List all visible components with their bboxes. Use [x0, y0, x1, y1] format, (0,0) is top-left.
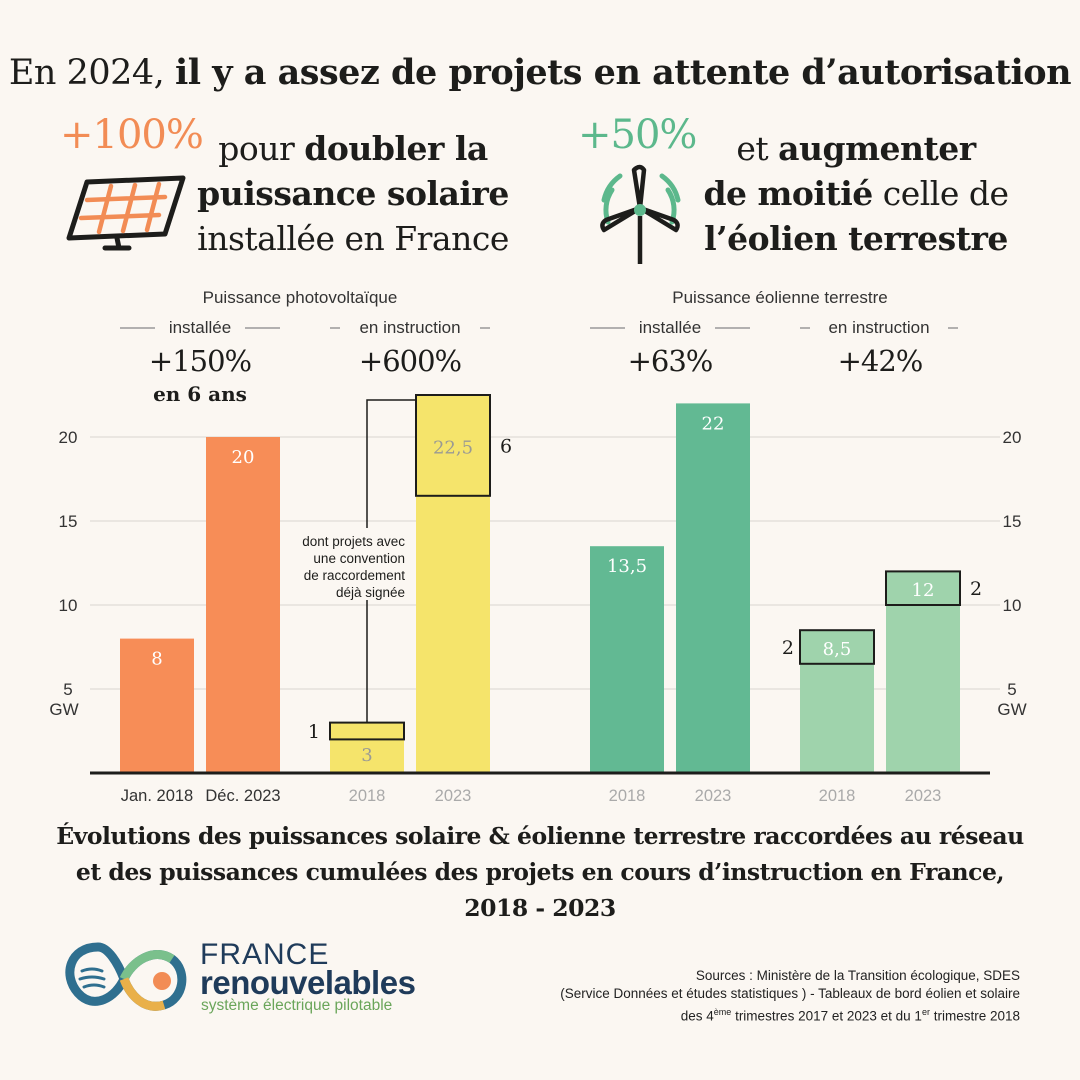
bar-solar-installed [206, 437, 280, 773]
y-tick-label-right: 20 [1002, 428, 1022, 447]
solar-hl-l3: installée en France [197, 219, 509, 258]
sources-l3c: trimestre 2018 [929, 1008, 1020, 1024]
y-tick-label-right: 10 [1002, 596, 1022, 615]
brand-line3: système électrique pilotable [201, 997, 393, 1014]
wind-section-title: Puissance éolienne terrestre [672, 288, 888, 307]
main-title-part1: En 2024, [8, 53, 165, 93]
france-renouvelables-logo-icon [58, 935, 188, 1015]
bar-wind-installed [590, 546, 664, 773]
y-tick-label-right: 5 [1007, 680, 1017, 699]
bar-wind-installed [676, 403, 750, 773]
wind-headline-pct: +50% [578, 112, 697, 158]
solar-instruction-pct: +600% [358, 344, 462, 378]
y-tick-label-left: 5 [63, 680, 73, 699]
solar-installed-pct: +150% [148, 344, 252, 378]
sources [460, 967, 1020, 1026]
solar-instruction-label: en instruction [359, 318, 461, 337]
y-tick-label-right: 15 [1002, 512, 1022, 531]
solar-hl-l1a: pour [218, 129, 305, 168]
wind-instruction-pct: +42% [837, 344, 923, 378]
brand-line1: FRANCE [200, 938, 330, 971]
sources-l3a: des 4 [680, 1008, 714, 1024]
sources-l3sup2: er [921, 1007, 930, 1017]
chart-caption-line2: et des puissances cumulées des projets en cours d’instruction en France, [75, 858, 1005, 886]
annotation-text: une convention [313, 551, 405, 566]
sources-line1: Sources : Ministère de la Transition écologique, SDES [695, 968, 1020, 983]
y-tick-label-left: 15 [58, 512, 78, 531]
bar-value-label: 8,5 [822, 639, 852, 660]
solar-panel-icon [65, 160, 205, 280]
x-category-label: Déc. 2023 [205, 787, 281, 805]
y-unit-left: GW [49, 700, 79, 719]
x-category-label: 2023 [694, 787, 732, 805]
bar-value-label: 22,5 [432, 437, 474, 459]
x-category-label: 2018 [818, 787, 856, 805]
solar-headline-pct: +100% [60, 112, 203, 158]
x-category-label: Jan. 2018 [120, 787, 194, 805]
y-unit-right: GW [997, 700, 1027, 719]
bar-value-label: 12 [911, 580, 935, 602]
main-title-part2: il y a assez de projets en attente d’autorisation [174, 52, 1072, 93]
bar-chart [0, 390, 1080, 810]
wind-hl-l1a: et [736, 129, 779, 168]
annotation-text: de raccordement [303, 568, 405, 583]
wind-hl-l1b: augmenter [778, 129, 976, 168]
y-tick-label-left: 10 [58, 596, 78, 615]
chart-caption-line1: Évolutions des puissances solaire & éolienne terrestre raccordées au réseau [56, 822, 1024, 850]
bar-value-label: 22 [701, 413, 725, 435]
solar-installed-sub: en 6 ans [153, 382, 247, 406]
wind-turbine-icon [590, 160, 730, 280]
x-category-label: 2023 [904, 787, 942, 805]
wind-instruction-label: en instruction [828, 318, 930, 337]
sources-line2: (Service Données et études statistiques ) - Tableaux de bord éolien et solaire [560, 986, 1020, 1001]
solar-installed-label: installée [168, 318, 232, 337]
signed-portion-label: 1 [307, 721, 320, 743]
bar-value-label: 3 [361, 745, 373, 766]
solar-hl-l2: puissance solaire [197, 174, 509, 213]
bar-value-label: 8 [151, 648, 163, 670]
bar-value-label: 13,5 [606, 556, 648, 578]
chart-caption [0, 818, 1080, 926]
wind-hl-l2a: de moitié [703, 174, 873, 213]
y-tick-label-left: 20 [58, 428, 78, 447]
signed-portion-label: 6 [500, 435, 513, 458]
bar-wind-instruction [886, 571, 960, 773]
wind-hl-l3: l’éolien terrestre [704, 219, 1008, 258]
wind-installed-label: installée [638, 318, 702, 337]
solar-hl-l1b: doubler la [304, 129, 488, 168]
sources-l3sup1: ème [713, 1007, 732, 1017]
x-category-label: 2023 [434, 787, 472, 805]
sources-l3b: trimestres 2017 et 2023 et du 1 [731, 1008, 922, 1024]
brand-line2: renouvelables [200, 964, 416, 1001]
annotation-text: déjà signée [335, 585, 405, 600]
wind-hl-l2b: celle de [872, 174, 1009, 213]
solar-section-title: Puissance photovoltaïque [202, 288, 398, 307]
chart-caption-line3: 2018 - 2023 [464, 894, 616, 922]
signed-portion-label: 2 [970, 578, 983, 601]
x-category-label: 2018 [608, 787, 646, 805]
wind-headline [696, 126, 1016, 261]
sources-line3 [460, 1003, 1020, 1026]
annotation-text: dont projets avec [302, 534, 405, 549]
x-category-label: 2018 [348, 787, 386, 805]
bar-value-label: 20 [231, 447, 255, 468]
signed-portion-label: 2 [781, 637, 794, 659]
wind-installed-pct: +63% [627, 344, 713, 378]
solar-headline [188, 126, 518, 261]
main-title [0, 52, 1080, 93]
